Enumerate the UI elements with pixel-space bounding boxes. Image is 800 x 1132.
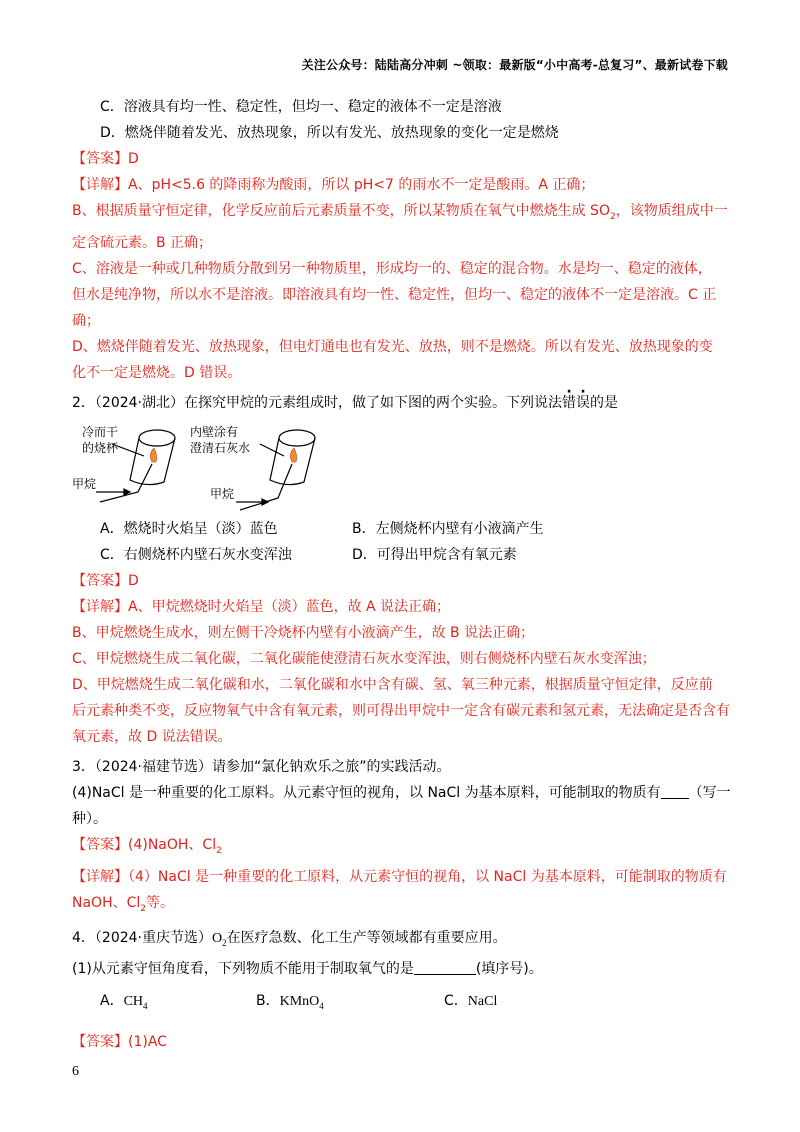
q4-option-c: C．NaCl	[444, 993, 498, 1010]
q4-sub1: (1)从元素守恒角度看，下列物质不能用于制取氧气的是 (填序号)。	[72, 961, 543, 978]
q1-option-c: C．溶液具有均一性、稳定性，但均一、稳定的液体不一定是溶液	[100, 99, 502, 115]
q3-answer-blank	[661, 784, 689, 799]
q4-option-a: A．$CH_4$	[100, 993, 148, 1011]
left-beaker	[112, 430, 175, 485]
q2-option-a: A．燃烧时火焰呈（淡）蓝色	[100, 520, 278, 537]
q1-detail-d1: D、燃烧伴随着发光、放热现象，但电灯通电也有发光、放热，则不是燃烧。所以有发光、放热现象的变	[72, 338, 713, 355]
q1-detail-d2: 化不一定是燃烧。D 错误。	[72, 364, 242, 381]
q2-detail-d2: 后元素种类不变，反应物氧气中含有氧元素，则可得出甲烷中一定含有碳元素和氢元素，无法确定是否含有	[72, 702, 730, 719]
q3-answer: 【答案】(4)NaOH、$Cl_2$	[72, 836, 222, 856]
q2-options-row-2	[72, 542, 732, 568]
q2-detail-d3: 氧元素，故 D 说法错误。	[72, 728, 232, 745]
q4-options-row	[72, 988, 732, 1019]
q4-answer-blank	[414, 960, 476, 975]
q1-answer: 【答案】D	[72, 151, 139, 167]
q1-detail-b1: B、根据质量守恒定律，化学反应前后元素质量不变，所以某物质在氧气中燃烧生成 $SO_2$，该物质组成中一	[72, 203, 728, 222]
label-methane-left: 甲烷	[72, 476, 97, 491]
q3-stem: 3．（2024·福建节选）请参加“氯化钠欢乐之旅”的实践活动。	[72, 758, 451, 775]
q2-detail-b: B、甲烷燃烧生成水，则左侧干冷烧杯内壁有小液滴产生，故 B 说法正确；	[72, 624, 535, 641]
page-content	[72, 94, 732, 1055]
q2-detail-c: C、甲烷燃烧生成二氧化碳，二氧化碳能使澄清石灰水变浑浊，则右侧烧杯内壁石灰水变浑浊；	[72, 650, 656, 667]
q1-detail-a: 【详解】A、pH<5.6 的降雨称为酸雨，所以 pH<7 的雨水不一定是酸雨。A 正确；	[72, 177, 595, 193]
page-number: 6	[72, 1064, 79, 1079]
right-flame	[290, 448, 296, 462]
q4-answer: 【答案】(1)AC	[72, 1033, 167, 1050]
q2-answer: 【答案】D	[72, 572, 139, 589]
q1-detail-b2: 定含硫元素。B 正确；	[72, 234, 213, 251]
label-limewater-1: 内壁涂有	[190, 424, 239, 439]
right-tube	[236, 464, 292, 510]
left-tube	[96, 464, 152, 502]
label-cold-dry-2: 的烧杯	[82, 440, 119, 455]
left-flame	[150, 448, 156, 462]
q3-detail-2: NaOH、$Cl_2$等。	[72, 894, 174, 914]
q4-option-b: B．KMnO$_4$	[256, 993, 324, 1011]
label-cold-dry-1: 冷而干	[82, 424, 119, 439]
label-limewater-2: 澄清石灰水	[190, 440, 251, 455]
experiment-illustration	[72, 422, 372, 512]
q2-option-b: B．左侧烧杯内壁有小液滴产生	[352, 520, 544, 537]
q3-sub1-line2: 种）。	[72, 810, 107, 827]
q2-detail-a: 【详解】A、甲烷燃烧时火焰呈（淡）蓝色，故 A 说法正确；	[72, 598, 451, 615]
q2-options-row-1	[72, 516, 732, 542]
q2-stem: 2．（2024·湖北）在探究甲烷的元素组成时，做了如下图的两个实验。下列说法错误的是	[72, 394, 618, 411]
q4-stem: 4．（2024·重庆节选）$O_2$在医疗急数、化工生产等领域都有重要应用。	[72, 930, 507, 949]
q2-detail-d1: D、甲烷燃烧生成二氧化碳和水，二氧化碳和水中含有碳、氢、氧三种元素，根据质量守恒定律，反应前	[72, 676, 713, 693]
q1-detail-c3: 确；	[72, 312, 100, 329]
methane-experiment-diagram	[72, 422, 732, 512]
label-methane-right: 甲烷	[210, 486, 235, 501]
q2-option-c: C．右侧烧杯内壁石灰水变浑浊	[100, 546, 292, 563]
q3-sub1: (4)NaCl 是一种重要的化工原料。从元素守恒的视角，以 NaCl 为基本原料，可能制取的物质有 （写一	[72, 784, 731, 801]
q2-option-d: D．可得出甲烷含有氧元素	[352, 546, 517, 563]
q1-detail-c2: 但水是纯净物，所以水不是溶液。即溶液具有均一性、稳定性，但均一、稳定的液体不一定是溶液。C 正	[72, 286, 717, 303]
q1-detail-c1: C、溶液是一种或几种物质分散到另一种物质里，形成均一的、稳定的混合物。水是均一、稳定的液体，	[72, 260, 712, 277]
q1-option-d: D．燃烧伴随着发光、放热现象，所以有发光、放热现象的变化一定是燃烧	[100, 125, 559, 141]
page-header: 关注公众号：陆陆高分冲刺 ~领取：最新版“小中高考-总复习”、最新试卷下载	[301, 58, 728, 72]
q3-detail-1: 【详解】（4）NaCl 是一种重要的化工原料，从元素守恒的视角，以 NaCl 为基本原料，可能制取的物质有	[72, 868, 727, 885]
